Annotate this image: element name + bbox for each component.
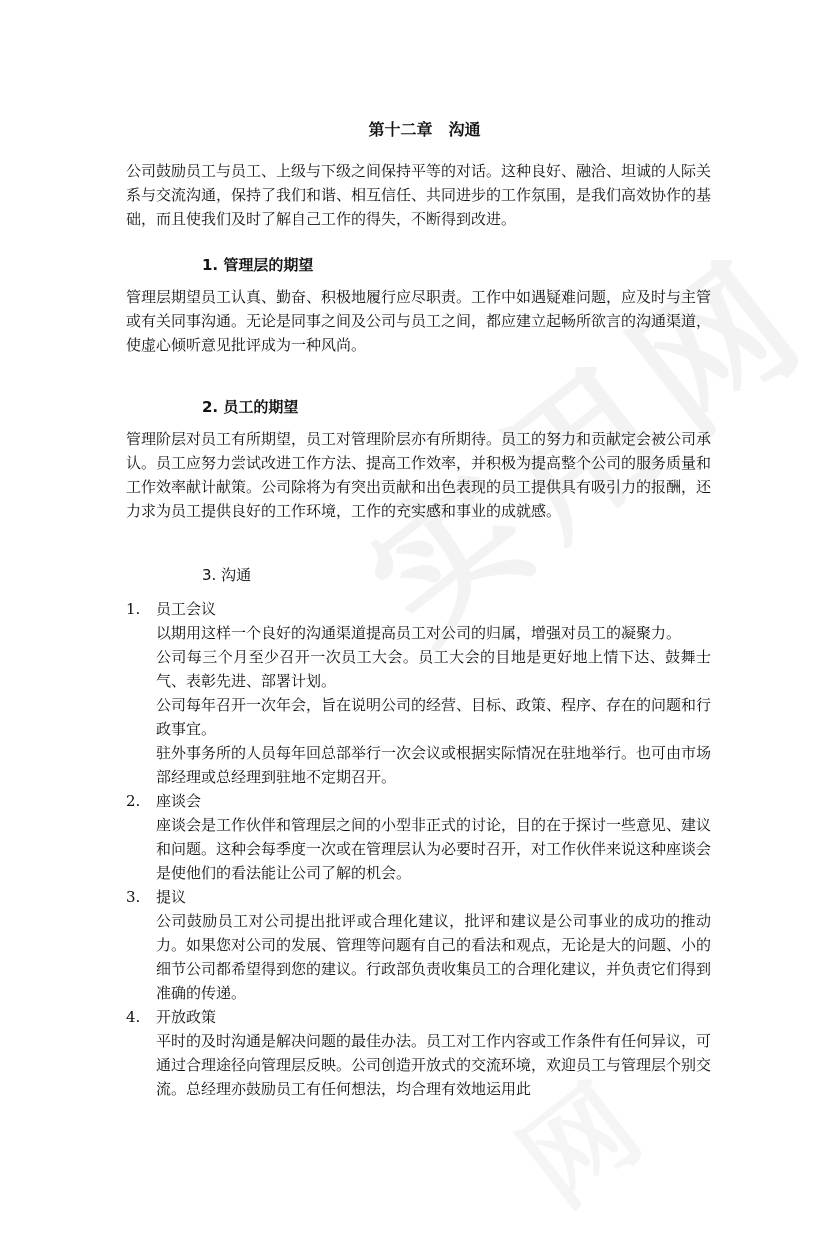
list-item-paragraph: 座谈会是工作伙伴和管理层之间的小型非正式的讨论，目的在于探讨一些意见、建议和问题。这种会每季度一次或在管理层认为必要时召开，对工作伙伴来说这种座谈会是使他们的看法能让公司了解的机会。 xyxy=(156,816,712,882)
list-item xyxy=(126,789,711,885)
section-heading-communication: 3. 沟通 xyxy=(202,566,252,584)
list-item-title: 座谈会 xyxy=(156,792,202,810)
section-text-management: 管理层期望员工认真、勤奋、积极地履行应尽职责。工作中如遇疑难问题，应及时与主管或有关同事沟通。无论是同事之间及公司与员工之间，都应建立起畅所欲言的沟通渠道，使虚心倾听意见批评成为一种风尚。 xyxy=(126,288,712,354)
list-item-title: 开放政策 xyxy=(156,1008,217,1026)
list-item-title: 员工会议 xyxy=(156,600,217,618)
list-item-paragraph: 以期用这样一个良好的沟通渠道提高员工对公司的归属，增强对员工的凝聚力。 xyxy=(156,624,682,642)
list-item-paragraph: 平时的及时沟通是解决问题的最佳办法。员工对工作内容或工作条件有任何异议，可通过合理途径向管理层反映。公司创造开放式的交流环境，欢迎员工与管理层个别交流。总经理亦鼓励员工有任何想法，均合理有效地运用此 xyxy=(156,1032,712,1098)
list-item-paragraph: 公司每年召开一次年会，旨在说明公司的经营、目标、政策、程序、存在的问题和行政事宜。 xyxy=(156,696,712,738)
communication-list xyxy=(126,597,711,1101)
chapter-title: 第十二章 沟通 xyxy=(368,120,481,139)
list-item-paragraph: 公司鼓励员工对公司提出批评或合理化建议，批评和建议是公司事业的成功的推动力。如果您对公司的发展、管理等问题有自己的看法和观点，无论是大的问题、小的细节公司都希望得到您的建议。行政部负责收集员工的合理化建议，并负责它们得到准确的传递。 xyxy=(156,912,712,1002)
list-item-paragraph: 公司每三个月至少召开一次员工大会。员工大会的目地是更好地上情下达、鼓舞士气、表彰先进、部署计划。 xyxy=(156,648,711,690)
list-item xyxy=(126,597,711,789)
list-item xyxy=(126,885,711,1005)
section-text-employee: 管理阶层对员工有所期望，员工对管理阶层亦有所期待。员工的努力和贡献定会被公司承认。员工应努力尝试改进工作方法、提高工作效率，并积极为提高整个公司的服务质量和工作效率献计献策。公司除将为有突出贡献和出色表现的员工提供具有吸引力的报酬，还力求为员工提供良好的工作环境，工作的充实感和事业的成就感。 xyxy=(126,430,712,520)
section-heading-management: 1. 管理层的期望 xyxy=(202,256,314,274)
list-item-number: 1. xyxy=(126,600,141,618)
list-item-number: 2. xyxy=(126,792,141,810)
list-item-title: 提议 xyxy=(156,888,187,906)
section-heading-employee: 2. 员工的期望 xyxy=(202,398,299,416)
intro-paragraph: 公司鼓励员工与员工、上级与下级之间保持平等的对话。这种良好、融洽、坦诚的人际关系与交流沟通，保持了我们和谐、相互信任、共同进步的工作氛围，是我们高效协作的基础，而且使我们及时了解自己工作的得失，不断得到改进。 xyxy=(126,162,712,228)
list-item-number: 4. xyxy=(126,1008,141,1026)
list-item-number: 3. xyxy=(126,888,141,906)
list-item-paragraph: 驻外事务所的人员每年回总部举行一次会议或根据实际情况在驻地举行。也可由市场部经理或总经理到驻地不定期召开。 xyxy=(156,744,712,786)
document-page xyxy=(126,118,711,1101)
list-item xyxy=(126,1005,711,1101)
